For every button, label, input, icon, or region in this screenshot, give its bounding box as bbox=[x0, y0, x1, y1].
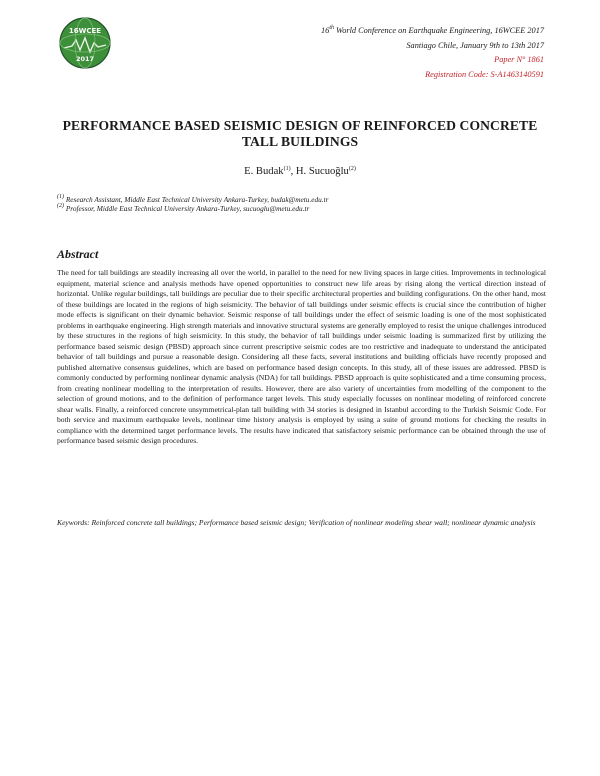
keywords-text: Reinforced concrete tall buildings; Performance based seismic design; Verification of nonlinear modeling shear wall; nonlinear dynamic analysis bbox=[89, 518, 536, 527]
affiliation-text-1: Research Assistant, Middle East Technical University Ankara-Turkey, budak@metu.edu.tr bbox=[65, 195, 329, 204]
author-name-1: E. Budak bbox=[244, 166, 284, 177]
author-mark-1: (1) bbox=[283, 166, 291, 172]
paper-number: Paper N° 1861 bbox=[494, 55, 544, 65]
keywords bbox=[57, 518, 546, 529]
affiliation-mark-1: (1) bbox=[57, 194, 64, 200]
logo-text-bottom: 2017 bbox=[75, 55, 95, 63]
affiliation-mark-2: (2) bbox=[57, 203, 64, 210]
affiliations bbox=[57, 195, 547, 213]
conference-globe-logo-icon bbox=[58, 16, 112, 70]
conference-ordinal: 16 bbox=[321, 26, 330, 35]
author-separator: , bbox=[290, 166, 296, 177]
affiliation-text-2: Professor, Middle East Technical University Ankara-Turkey, sucuoglu@metu.edu.tr bbox=[65, 204, 310, 214]
affiliation-1 bbox=[57, 195, 547, 204]
author-name-2: H. Sucuoğlu bbox=[295, 166, 349, 177]
conference-name: World Conference on Earthquake Engineering, 16WCEE 2017 bbox=[333, 26, 544, 35]
registration-code: Registration Code: S-A1463140591 bbox=[425, 69, 544, 79]
conference-line bbox=[184, 24, 544, 39]
conference-ordinal-suffix: th bbox=[329, 25, 334, 31]
affiliation-2 bbox=[57, 204, 547, 213]
logo-text-top: 16WCEE bbox=[68, 27, 102, 35]
abstract-body: The need for tall buildings are steadily increasing all over the world, in parallel to the need for new living spaces in large cities. Improvements in technological equipment, material science and analysis methods have opened opportunities to construct new life areas by rising along the vertical direction instead of horizontal. Unlike regular buildings, tall buildings are peculiar due to their specific architectural properties and building configurations. On the other hand, most of these buildings are located in the regions of high seismicity. The behavior of tall buildings under seismic effects is crucial since the contribution of higher mode effects is significant on their dynamic behavior. Seismic response of tall buildings under the effect of seismic loading is one of the most sophisticated problems in earthquake engineering. High strength materials and innovative structural systems are generally employed to resist the unique challenges introduced by these structures in the regions of high seismicity. In this study, the behavior of tall buildings under seismic loading is summarized first by utilizing the performance based seismic design (PBSD) approach since current prescriptive seismic codes are too restrictive and inadequate to understand the anticipated behavior of tall buildings and pursue a reasonable design. Considering all these facts, several institutions and building officials have recently proposed and published alternative consensus guidelines, which are based on performance based design concepts. In this study, all of these issues are addressed. PBSD is commonly conducted by performing nonlinear dynamic analysis (NDA) for tall buildings. PBSD approach is quite sophisticated and a time consuming process, from creating nonlinear modelling to the interpretation of results. However, there are also variety of uncertainties from modelling of the component to the selection of ground motions, and to the definition of performance target levels. This study especially focusses on nonlinear modeling of reinforced concrete shear walls. Finally, a reinforced concrete unsymmetrical-plan tall building with 34 stories is designed in Istanbul according to the Turkish Seismic Code. For both service and maximum earthquake levels, nonlinear time history analysis is employed by using a suite of ground motions for checking the results in compliance with the determined target performance levels. The results have indicated that satisfactory seismic performance can be obtained through the use of performance based seismic design procedures. bbox=[57, 268, 546, 445]
conference-header bbox=[184, 24, 544, 82]
paper-title bbox=[40, 118, 560, 150]
paper-title-line-2: TALL BUILDINGS bbox=[241, 134, 359, 149]
conference-location-date: Santiago Chile, January 9th to 13th 2017 bbox=[406, 40, 544, 50]
paper-title-line-1: PERFORMANCE BASED SEISMIC DESIGN OF REINFORCED CONCRETE bbox=[62, 118, 538, 133]
conference-logo bbox=[58, 16, 112, 70]
keywords-label: Keywords: bbox=[57, 518, 90, 527]
author-mark-2: (2) bbox=[348, 166, 356, 172]
abstract-heading: Abstract bbox=[57, 247, 99, 261]
author-list bbox=[0, 166, 600, 177]
